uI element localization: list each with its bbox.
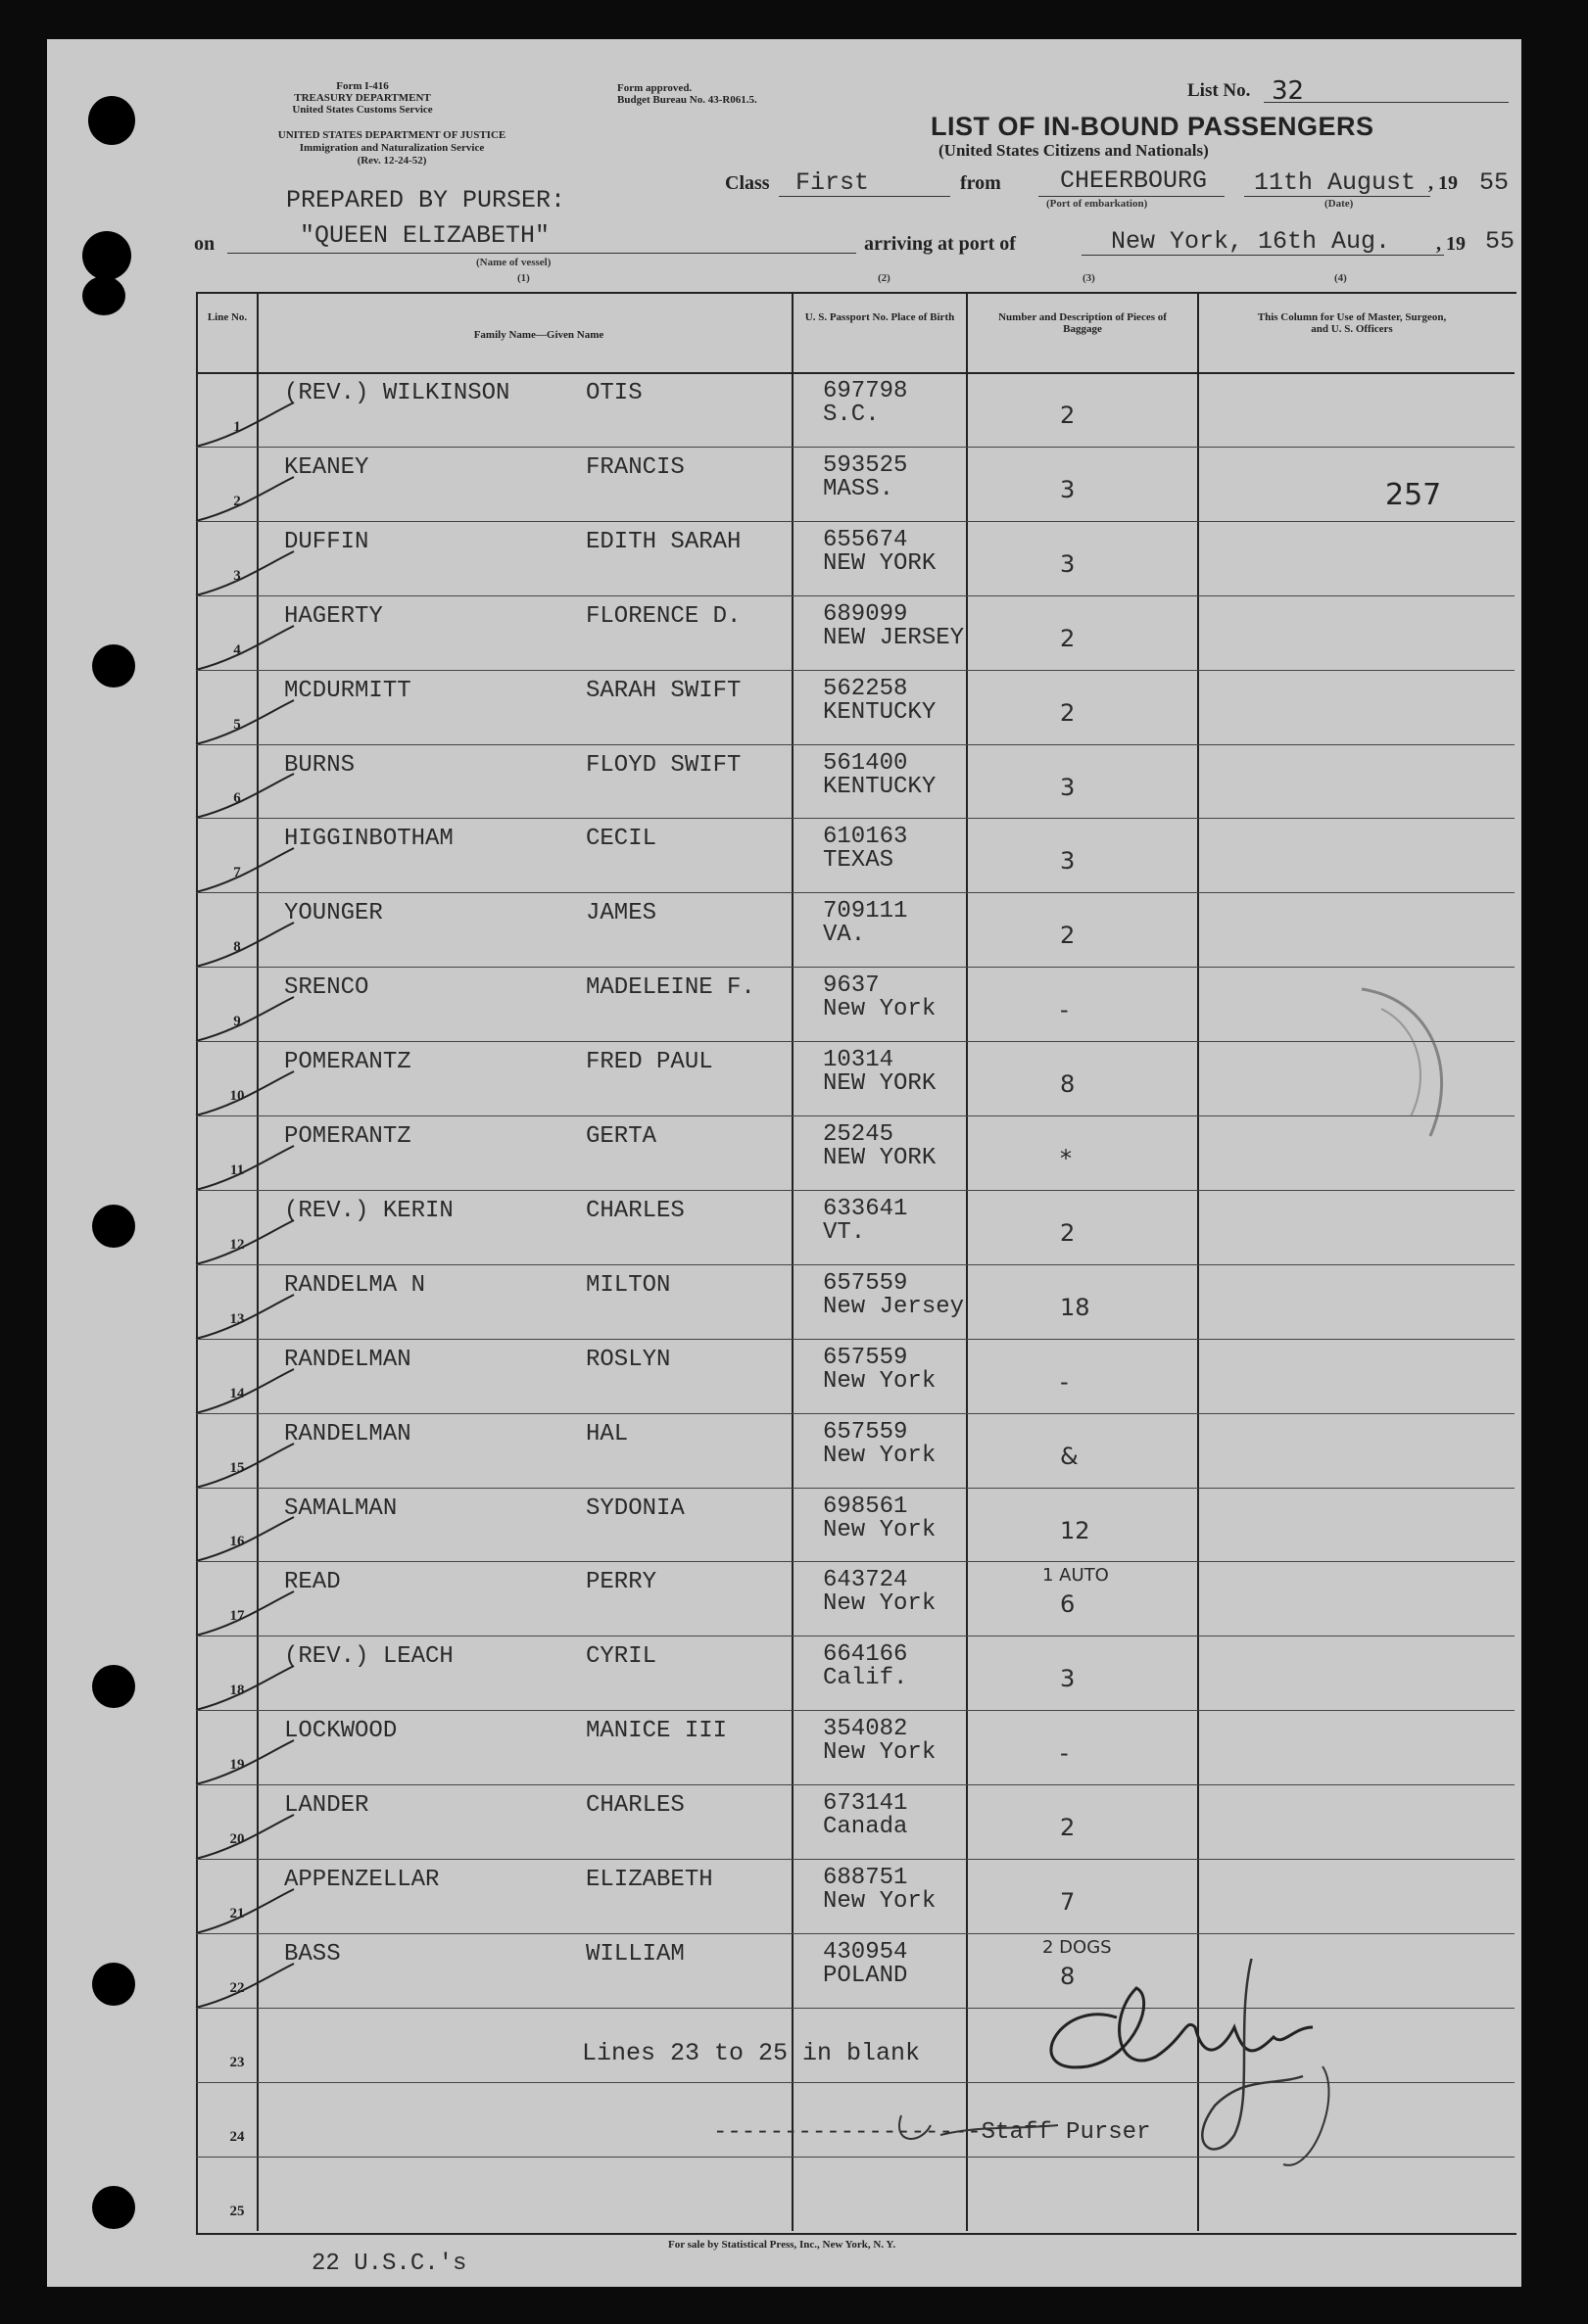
column-divider — [792, 292, 794, 2231]
place-of-birth: NEW JERSEY — [823, 624, 965, 651]
passport-number: 10314 — [823, 1047, 894, 1074]
passenger-family-name: POMERANTZ — [284, 1123, 411, 1150]
line-number: 21 — [229, 1905, 245, 1921]
passenger-given-name: WILLIAM — [586, 1940, 685, 1968]
revision: (Rev. 12-24-52) — [357, 155, 427, 166]
passenger-family-name: YOUNGER — [284, 900, 383, 927]
passenger-family-name: LOCKWOOD — [284, 1718, 398, 1745]
vessel-name: "QUEEN ELIZABETH" — [300, 221, 551, 250]
passport-number: 593525 — [823, 451, 908, 479]
officer-note: 257 — [1385, 478, 1442, 512]
check-mark — [186, 1810, 304, 1869]
place-of-birth: NEW YORK — [823, 1145, 937, 1171]
baggage-count: 7 — [1060, 1888, 1076, 1916]
passenger-given-name: FRED PAUL — [586, 1049, 713, 1076]
passenger-family-name: RANDELMAN — [284, 1420, 411, 1447]
passenger-family-name: RANDELMA N — [284, 1271, 426, 1299]
passenger-given-name: PERRY — [586, 1569, 657, 1596]
place-of-birth: KENTUCKY — [823, 698, 937, 726]
line-number: 8 — [233, 939, 241, 956]
baggage-count: - — [1060, 1739, 1069, 1768]
passport-number: 709111 — [823, 898, 908, 925]
check-mark — [186, 918, 304, 976]
row-rule — [196, 1115, 1515, 1116]
arriving-label: arriving at port of — [864, 233, 1016, 255]
check-mark — [186, 1290, 304, 1349]
year-prefix-1: , 19 — [1428, 172, 1458, 194]
passenger-given-name: FLOYD SWIFT — [586, 751, 742, 779]
passport-number: 655674 — [823, 526, 908, 553]
row-rule — [196, 967, 1515, 968]
passenger-given-name: FLORENCE D. — [586, 602, 742, 630]
line-number: 1 — [233, 418, 241, 435]
passenger-family-name: APPENZELLAR — [284, 1867, 440, 1893]
place-of-birth: New York — [823, 996, 937, 1023]
baggage-count: * — [1060, 1145, 1072, 1172]
passport-number: 643724 — [823, 1567, 908, 1594]
line-number: 22 — [229, 1979, 245, 1996]
place-of-birth: New York — [823, 1888, 937, 1915]
row-rule — [196, 744, 1515, 745]
check-mark — [186, 1067, 304, 1125]
passenger-given-name: JAMES — [586, 900, 657, 927]
col-header-officers: This Column for Use of Master, Surgeon, and U. S. Officers — [1257, 311, 1447, 335]
date-underline — [1244, 196, 1430, 197]
line-number: 19 — [229, 1757, 245, 1774]
on-label: on — [194, 233, 216, 255]
binder-hole — [82, 276, 125, 315]
passenger-family-name: BASS — [284, 1940, 341, 1968]
treasury-dept: TREASURY DEPARTMENT — [294, 92, 431, 104]
line-number: 17 — [229, 1608, 245, 1625]
row-rule — [196, 521, 1515, 522]
form-subtitle: (United States Citizens and Nationals) — [938, 141, 1209, 160]
passenger-family-name: MCDURMITT — [284, 677, 411, 704]
binder-hole — [92, 1205, 135, 1248]
passenger-given-name: CECIL — [586, 826, 657, 853]
binder-hole — [92, 1963, 135, 2006]
baggage-count: & — [1060, 1442, 1079, 1470]
year-prefix-2: , 19 — [1436, 233, 1466, 255]
list-no-label: List No. — [1187, 80, 1251, 101]
footer-left-note: 22 U.S.C.'s — [312, 2251, 467, 2277]
baggage-count: 18 — [1060, 1293, 1090, 1321]
passenger-given-name: MADELEINE F. — [586, 974, 755, 1002]
line-number: 25 — [229, 2203, 245, 2219]
baggage-count: 2 — [1060, 922, 1076, 950]
baggage-count: 8 — [1060, 1962, 1076, 1990]
row-rule — [196, 1784, 1515, 1785]
passenger-family-name: (REV.) LEACH — [284, 1643, 454, 1671]
place-of-birth: S.C. — [823, 402, 880, 428]
check-mark — [186, 1959, 304, 2017]
customs-service: United States Customs Service — [292, 104, 433, 116]
passenger-given-name: OTIS — [586, 380, 643, 406]
passport-number: 657559 — [823, 1344, 908, 1371]
place-of-birth: New York — [823, 1367, 937, 1395]
passport-number: 25245 — [823, 1121, 894, 1148]
passenger-given-name: MILTON — [586, 1271, 671, 1299]
form-title: LIST OF IN-BOUND PASSENGERS — [931, 112, 1374, 141]
header-rule — [196, 372, 1515, 374]
line-number: 12 — [229, 1236, 245, 1253]
passenger-given-name: ELIZABETH — [586, 1867, 713, 1893]
row-rule — [196, 1710, 1515, 1711]
passenger-family-name: BURNS — [284, 751, 356, 779]
date-caption: (Date) — [1324, 198, 1354, 210]
passport-number: 561400 — [823, 749, 908, 777]
vessel-underline — [227, 253, 856, 254]
passenger-family-name: SRENCO — [284, 974, 369, 1002]
check-mark — [186, 1215, 304, 1274]
faint-stamp — [1342, 970, 1479, 1165]
passport-number: 689099 — [823, 600, 908, 628]
check-mark — [186, 1735, 304, 1794]
line-number: 10 — [229, 1088, 245, 1104]
line-number: 18 — [229, 1683, 245, 1699]
form-number: Form I-416 — [336, 80, 389, 92]
check-mark — [186, 843, 304, 902]
passenger-family-name: KEANEY — [284, 453, 369, 481]
line-number: 15 — [229, 1459, 245, 1476]
binder-hole — [92, 644, 135, 688]
passport-number: 657559 — [823, 1269, 908, 1297]
passenger-given-name: FRANCIS — [586, 453, 685, 481]
baggage-count: 2 — [1060, 1218, 1076, 1247]
arrival-port: New York, 16th Aug. — [1111, 227, 1391, 256]
row-rule — [196, 1264, 1515, 1265]
passenger-family-name: READ — [284, 1569, 341, 1596]
row-rule — [196, 1339, 1515, 1340]
embark-date: 11th August — [1254, 168, 1417, 197]
list-no-underline — [1264, 102, 1509, 103]
ins-service: Immigration and Naturalization Service — [299, 142, 485, 154]
place-of-birth: New Jersey — [823, 1293, 965, 1320]
baggage-count: 3 — [1060, 847, 1076, 876]
col-header-name: Family Name—Given Name — [473, 329, 604, 341]
prepared-by: PREPARED BY PURSER: — [286, 186, 566, 214]
passenger-family-name: LANDER — [284, 1792, 369, 1820]
caption-4: (4) — [1334, 272, 1347, 284]
row-rule — [196, 892, 1515, 893]
row-rule — [196, 1041, 1515, 1042]
baggage-count: 3 — [1060, 549, 1076, 578]
check-mark — [186, 1364, 304, 1423]
passenger-family-name: SAMALMAN — [284, 1494, 398, 1522]
check-mark — [186, 1141, 304, 1200]
col-header-line-no: Line No. — [207, 311, 248, 323]
col-header-baggage: Number and Description of Pieces of Baggage — [998, 311, 1167, 335]
port-caption: (Port of embarkation) — [1046, 198, 1148, 210]
passenger-family-name: (REV.) WILKINSON — [284, 380, 510, 406]
passport-number: 697798 — [823, 378, 908, 404]
place-of-birth: KENTUCKY — [823, 773, 937, 800]
passport-number: 610163 — [823, 824, 908, 851]
row-rule — [196, 1859, 1515, 1860]
baggage-count: 3 — [1060, 1665, 1076, 1693]
row-rule — [196, 1561, 1515, 1562]
line-number: 4 — [233, 641, 241, 658]
caption-2: (2) — [878, 272, 890, 284]
class-underline — [779, 196, 950, 197]
year-2: 55 — [1485, 227, 1516, 256]
line-number: 2 — [233, 493, 241, 509]
baggage-count: 3 — [1060, 475, 1076, 503]
baggage-count: 2 — [1060, 698, 1076, 727]
caption-1: (1) — [517, 272, 530, 284]
class-value: First — [795, 168, 870, 197]
line-number: 9 — [233, 1014, 241, 1030]
place-of-birth: New York — [823, 1590, 937, 1618]
baggage-count: 2 — [1060, 1814, 1076, 1842]
class-label: Class — [725, 172, 770, 194]
passenger-family-name: HIGGINBOTHAM — [284, 826, 454, 853]
check-mark — [186, 1587, 304, 1645]
baggage-count: 6 — [1060, 1590, 1076, 1619]
year-1: 55 — [1479, 168, 1510, 197]
line-number: 13 — [229, 1310, 245, 1327]
footer-printer: For sale by Statistical Press, Inc., New York, N. Y. — [668, 2239, 896, 2251]
check-mark — [186, 1512, 304, 1571]
column-divider — [966, 292, 968, 2231]
passenger-family-name: HAGERTY — [284, 602, 383, 630]
binder-hole — [88, 96, 135, 145]
place-of-birth: VA. — [823, 922, 866, 949]
check-mark — [186, 992, 304, 1051]
purser-signature — [862, 1959, 1450, 2194]
baggage-count: - — [1060, 996, 1069, 1024]
line-number: 24 — [229, 2128, 245, 2145]
place-of-birth: NEW YORK — [823, 549, 937, 577]
line-number: 7 — [233, 865, 241, 881]
passenger-family-name: DUFFIN — [284, 528, 369, 555]
check-mark — [186, 695, 304, 754]
arrival-underline — [1082, 255, 1444, 256]
passenger-given-name: SARAH SWIFT — [586, 677, 742, 704]
row-rule — [196, 818, 1515, 819]
row-rule — [196, 595, 1515, 596]
binder-hole — [82, 231, 131, 280]
check-mark — [186, 621, 304, 680]
place-of-birth: TEXAS — [823, 847, 894, 875]
passenger-given-name: SYDONIA — [586, 1494, 685, 1522]
baggage-count: 2 — [1060, 402, 1076, 429]
baggage-count: 8 — [1060, 1070, 1076, 1099]
place-of-birth: New York — [823, 1442, 937, 1469]
place-of-birth: NEW YORK — [823, 1070, 937, 1098]
place-of-birth: New York — [823, 1516, 937, 1543]
place-of-birth: New York — [823, 1739, 937, 1767]
place-of-birth: POLAND — [823, 1962, 908, 1989]
justice-dept: UNITED STATES DEPARTMENT OF JUSTICE — [277, 129, 506, 141]
passport-number: 354082 — [823, 1716, 908, 1743]
line-number: 16 — [229, 1534, 245, 1550]
passenger-given-name: MANICE III — [586, 1718, 728, 1745]
passenger-family-name: (REV.) KERIN — [284, 1197, 454, 1224]
check-mark — [186, 398, 304, 456]
passport-number: 657559 — [823, 1418, 908, 1446]
check-mark — [186, 546, 304, 605]
line-number: 6 — [233, 790, 241, 807]
passenger-given-name: CHARLES — [586, 1197, 685, 1224]
binder-hole — [92, 1665, 135, 1708]
row-rule — [196, 670, 1515, 671]
line-number: 20 — [229, 1831, 245, 1847]
baggage-note: 1 AUTO — [1042, 1565, 1109, 1587]
staff-purser-line: -------------------Staff Purser — [713, 2119, 1151, 2146]
caption-3: (3) — [1083, 272, 1095, 284]
passport-number: 9637 — [823, 972, 880, 1000]
row-rule — [196, 1190, 1515, 1191]
place-of-birth: Canada — [823, 1814, 908, 1841]
port-underline — [1038, 196, 1225, 197]
passenger-given-name: GERTA — [586, 1123, 657, 1150]
row-rule — [196, 1488, 1515, 1489]
binder-hole — [92, 2186, 135, 2229]
check-mark — [186, 472, 304, 531]
from-label: from — [960, 172, 1001, 194]
vessel-caption: (Name of vessel) — [476, 257, 552, 268]
line-number: 23 — [229, 2054, 245, 2070]
passport-number: 633641 — [823, 1195, 908, 1222]
passenger-family-name: RANDELMAN — [284, 1346, 411, 1373]
baggage-note: 2 DOGS — [1042, 1936, 1112, 1958]
place-of-birth: Calif. — [823, 1665, 908, 1692]
passenger-family-name: POMERANTZ — [284, 1049, 411, 1076]
budget-bureau: Budget Bureau No. 43-R061.5. — [617, 94, 757, 106]
col-header-passport: U. S. Passport No. Place of Birth — [804, 311, 955, 323]
baggage-count: - — [1060, 1367, 1069, 1396]
baggage-count: 12 — [1060, 1516, 1090, 1544]
port-of-embarkation: CHEERBOURG — [1060, 166, 1208, 195]
column-divider — [1197, 292, 1199, 2231]
check-mark — [186, 1884, 304, 1943]
blank-lines-note: Lines 23 to 25 in blank — [582, 2039, 921, 2067]
passenger-given-name: ROSLYN — [586, 1346, 671, 1373]
passenger-given-name: EDITH SARAH — [586, 528, 742, 555]
check-mark — [186, 769, 304, 828]
line-number: 14 — [229, 1385, 245, 1401]
check-mark — [186, 1661, 304, 1720]
passport-number: 673141 — [823, 1790, 908, 1818]
passenger-given-name: CHARLES — [586, 1792, 685, 1820]
form-approved: Form approved. — [617, 82, 693, 94]
list-no-value: 32 — [1272, 76, 1305, 106]
passport-number: 688751 — [823, 1865, 908, 1891]
row-rule — [196, 1933, 1515, 1934]
row-rule — [196, 447, 1515, 448]
passport-number: 664166 — [823, 1641, 908, 1669]
baggage-count: 2 — [1060, 624, 1076, 652]
passport-number: 430954 — [823, 1938, 908, 1966]
line-number: 11 — [229, 1162, 245, 1178]
passenger-given-name: CYRIL — [586, 1643, 657, 1671]
passport-number: 698561 — [823, 1493, 908, 1520]
passport-number: 562258 — [823, 675, 908, 702]
check-mark — [186, 1439, 304, 1497]
place-of-birth: MASS. — [823, 475, 894, 502]
line-number: 5 — [233, 716, 241, 733]
passenger-given-name: HAL — [586, 1420, 629, 1447]
baggage-count: 3 — [1060, 773, 1076, 801]
place-of-birth: VT. — [823, 1218, 866, 1246]
line-number: 3 — [233, 567, 241, 584]
row-rule — [196, 1413, 1515, 1414]
